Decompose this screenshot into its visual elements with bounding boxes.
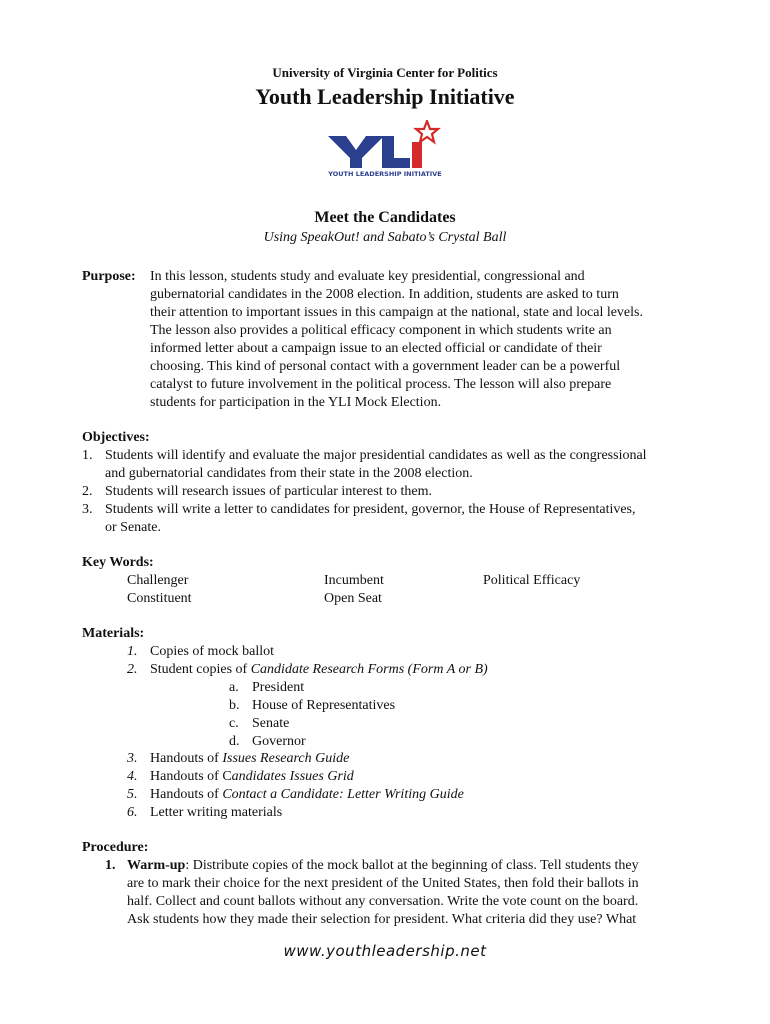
purpose-line: The lesson also provides a political efficacy component in which students write an <box>150 323 612 338</box>
sub-item-letter: b. <box>229 698 240 713</box>
purpose-line: gubernatorial candidates in the 2008 election. In addition, students are asked to turn <box>150 287 619 302</box>
purpose-label: Purpose: <box>82 269 136 284</box>
list-item: Student copies of Candidate Research Forms (Form A or B) <box>150 662 488 677</box>
list-item-number: 6. <box>127 805 138 820</box>
key-word: Open Seat <box>324 591 382 606</box>
purpose-line: their attention to important issues in this campaign at the national, state and local levels. <box>150 305 643 320</box>
list-item: Students will research issues of particular interest to them. <box>105 484 432 499</box>
list-item: Copies of mock ballot <box>150 644 275 659</box>
step-first-line: Warm-up: Distribute copies of the mock ballot at the beginning of class. Tell students they <box>127 858 639 873</box>
list-item-number: 1. <box>82 448 93 463</box>
key-word: Challenger <box>127 573 189 588</box>
step-number: 1. <box>105 858 116 873</box>
key-word: Constituent <box>127 591 192 606</box>
purpose-line: students for participation in the YLI Mock Election. <box>150 395 442 410</box>
key-words-label: Key Words: <box>82 555 154 570</box>
materials-label: Materials: <box>82 626 145 641</box>
lesson-subtitle: Using SpeakOut! and Sabato’s Crystal Ball <box>263 230 507 245</box>
list-item: and gubernatorial candidates from their state in the 2008 election. <box>105 466 473 481</box>
sub-item: Senate <box>252 716 290 731</box>
step-line: half. Collect and count ballots without any conversation. Write the vote count on the board. <box>127 894 639 909</box>
list-item-number: 5. <box>127 787 138 802</box>
step-title: Warm-up <box>127 858 186 873</box>
footer-url[interactable]: www.youthleadership.net <box>283 942 487 960</box>
list-item: Students will write a letter to candidates for president, governor, the House of Representatives, <box>105 502 636 517</box>
list-item: Handouts of Contact a Candidate: Letter Writing Guide <box>150 787 464 802</box>
list-item-number: 4. <box>127 769 138 784</box>
procedure-label: Procedure: <box>82 840 149 855</box>
objectives-label: Objectives: <box>82 430 150 445</box>
key-word: Political Efficacy <box>483 573 581 588</box>
list-item-number: 3. <box>82 502 93 517</box>
yli-logo <box>326 120 444 182</box>
list-item: Handouts of Candidates Issues Grid <box>150 769 354 784</box>
list-item: Letter writing materials <box>150 805 283 820</box>
sub-item-letter: c. <box>229 716 239 731</box>
logo-caption: YOUTH LEADERSHIP INITIATIVE <box>328 170 442 178</box>
step-line: Ask students how they made their selection for president. What criteria did they use? What <box>127 912 637 927</box>
step-line: are to mark their choice for the next president of the United States, then fold their ballots in <box>127 876 639 891</box>
sub-item-letter: d. <box>229 734 240 749</box>
list-item: or Senate. <box>105 520 161 535</box>
key-word: Incumbent <box>324 573 384 588</box>
sub-item: Governor <box>252 734 306 749</box>
lesson-title: Meet the Candidates <box>314 209 456 226</box>
org-name: University of Virginia Center for Politics <box>272 65 498 80</box>
list-item: Handouts of Issues Research Guide <box>150 751 350 766</box>
purpose-line: In this lesson, students study and evaluate key presidential, congressional and <box>150 269 585 284</box>
sub-item: President <box>252 680 305 695</box>
sub-item-letter: a. <box>229 680 239 695</box>
list-item-number: 1. <box>127 644 138 659</box>
list-item-number: 2. <box>127 662 138 677</box>
page-title: Youth Leadership Initiative <box>255 84 515 109</box>
list-item-number: 3. <box>127 751 138 766</box>
sub-item: House of Representatives <box>252 698 396 713</box>
list-item-number: 2. <box>82 484 93 499</box>
purpose-line: choosing. This kind of personal contact with a government leader can be a powerful <box>150 359 621 374</box>
purpose-line: catalyst to future involvement in the political process. The lesson will also prepare <box>150 377 612 392</box>
purpose-line: informed letter about a campaign issue to an elected official or candidate of their <box>150 341 602 356</box>
list-item: Students will identify and evaluate the major presidential candidates as well as the congressional <box>105 448 647 463</box>
